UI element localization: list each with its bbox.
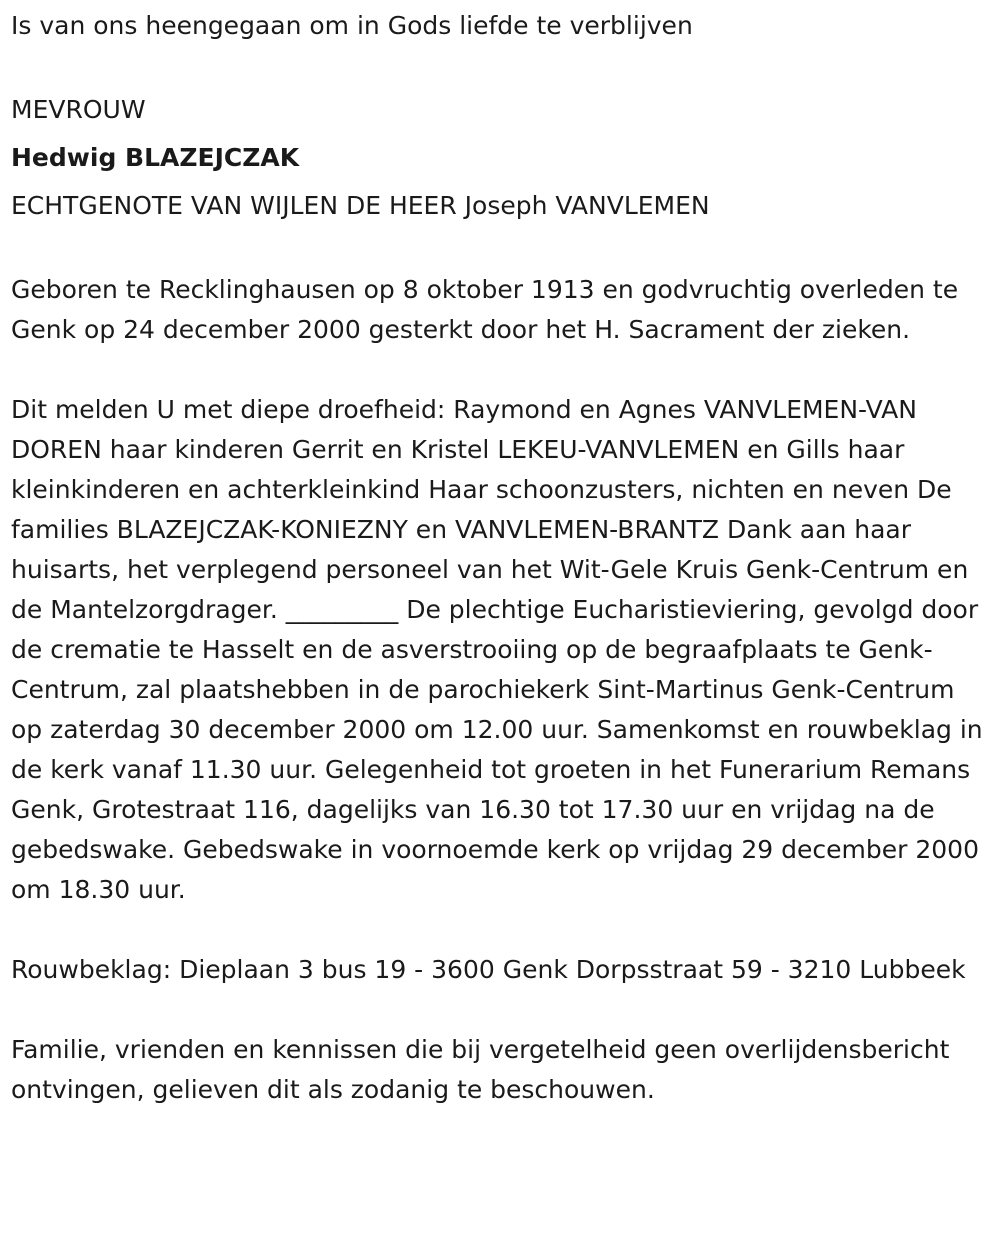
announcement-paragraph: Dit melden U met diepe droefheid: Raymond en Agnes VANVLEMEN-VAN DOREN haar kinderen Gerrit en Kristel LEKEU-VANVLEMEN en Gills haar kleinkinderen en achterkleinkind Haar schoonzusters, nichten en neven De families BLAZEJCZAK-KONIEZNY en VANVLEMEN-BRANTZ Dank aan haar huisarts, het verplegend personeel van het Wit-Gele Kruis Genk-Centrum en de Mantelzorgdrager. _________ De plechtige Eucharistieviering, gevolgd door de crematie te Hasselt en de asverstrooiing op de begraafplaats te Genk-Centrum, zal plaatshebben in de parochiekerk Sint-Martinus Genk-Centrum op zaterdag 30 december 2000 om 12.00 uur. Samenkomst en rouwbeklag in de kerk vanaf 11.30 uur. Gelegenheid tot groeten in het Funerarium Remans Genk, Grotestraat 116, dagelijks van 16.30 tot 17.30 uur en vrijdag na de gebedswake. Gebedswake in voornoemde kerk op vrijdag 29 december 2000 om 18.30 uur. <box>11 395 983 904</box>
spacer <box>11 910 988 950</box>
honorific-title: MEVROUW <box>11 95 146 124</box>
spacer <box>11 990 988 1030</box>
spacer <box>11 350 988 390</box>
condolence-address: Rouwbeklag: Dieplaan 3 bus 19 - 3600 Genk Dorpsstraat 59 - 3210 Lubbeek <box>11 955 966 984</box>
spacer <box>11 230 988 270</box>
closing-paragraph: Familie, vrienden en kennissen die bij vergetelheid geen overlijdensbericht ontvingen, gelieven dit als zodanig te beschouwen. <box>11 1035 950 1104</box>
spacer <box>11 46 988 86</box>
birth-death-paragraph: Geboren te Recklinghausen op 8 oktober 1913 en godvruchtig overleden te Genk op 24 december 2000 gesterkt door het H. Sacrament der zieken. <box>11 275 959 344</box>
spouse-line: ECHTGENOTE VAN WIJLEN DE HEER Joseph VANVLEMEN <box>11 191 710 220</box>
deceased-name: Hedwig BLAZEJCZAK <box>11 143 300 172</box>
opening-line: Is van ons heengegaan om in Gods liefde te verblijven <box>11 11 693 40</box>
